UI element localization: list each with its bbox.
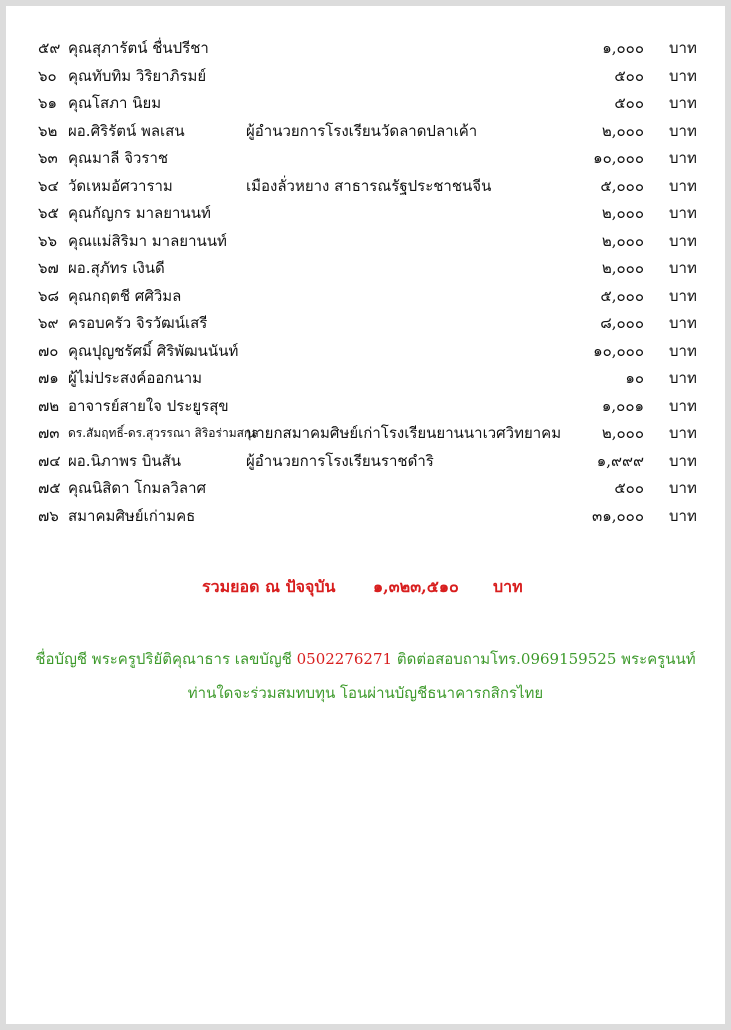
donor-row bbox=[6, 421, 725, 445]
donor-unit: บาท bbox=[669, 341, 697, 360]
donor-note: เมืองลั่วหยาง สาธารณรัฐประชาชนจีน bbox=[246, 176, 492, 195]
donor-unit: บาท bbox=[669, 506, 697, 525]
donor-number: ๖๒ bbox=[38, 121, 58, 140]
donor-name: ครอบครัว จิรวัฒน์เสรี bbox=[68, 314, 208, 332]
donor-amount: ๑,๐๐๑ bbox=[601, 396, 644, 415]
donor-amount: ๕,๐๐๐ bbox=[600, 176, 644, 195]
donor-note: ผู้อำนวยการโรงเรียนวัดลาดปลาเค้า bbox=[246, 121, 478, 140]
donor-unit: บาท bbox=[669, 424, 697, 442]
donor-amount: ๒,๐๐๐ bbox=[601, 231, 644, 250]
donor-name: คุณโสภา นิยม bbox=[68, 94, 162, 112]
donor-unit: บาท bbox=[669, 451, 697, 470]
donor-number: ๖๑ bbox=[38, 94, 58, 112]
donor-amount: ๒,๐๐๐ bbox=[601, 424, 644, 442]
donor-amount: ๕๐๐ bbox=[614, 94, 644, 112]
donor-row bbox=[6, 119, 725, 143]
donor-name: ผู้ไม่ประสงค์ออกนาม bbox=[68, 369, 203, 387]
donor-name: อาจารย์สายใจ ประยูรสุข bbox=[68, 396, 229, 415]
donor-unit: บาท bbox=[669, 259, 697, 277]
donor-number: ๗๓ bbox=[38, 424, 60, 442]
donor-number: ๖๖ bbox=[38, 231, 58, 250]
donor-name: คุณแม่สิริมา มาลยานนท์ bbox=[68, 231, 227, 250]
donor-row bbox=[6, 229, 725, 253]
donor-note: ผู้อำนวยการโรงเรียนราชดำริ bbox=[246, 451, 434, 470]
donor-amount: ๑๐ bbox=[625, 369, 644, 387]
donor-amount: ๕,๐๐๐ bbox=[600, 286, 644, 305]
donor-row bbox=[6, 201, 725, 225]
donor-amount: ๓๑,๐๐๐ bbox=[591, 506, 644, 525]
donor-number: ๗๕ bbox=[38, 479, 61, 497]
account-info-line bbox=[6, 646, 725, 672]
donor-unit: บาท bbox=[669, 176, 697, 195]
donor-number: ๖๗ bbox=[38, 259, 59, 277]
donor-unit: บาท bbox=[669, 39, 697, 57]
donor-row bbox=[6, 284, 725, 308]
donor-amount: ๘,๐๐๐ bbox=[600, 314, 644, 332]
document-page bbox=[6, 6, 725, 1024]
account-number: 0502276271 bbox=[296, 650, 393, 668]
donor-row bbox=[6, 146, 725, 170]
account-name: ชื่อบัญชี พระครูปริยัติคุณาธาร เลขบัญชี bbox=[35, 650, 292, 668]
donor-name: ผอ.ศิริรัตน์ พลเสน bbox=[68, 121, 185, 140]
donor-unit: บาท bbox=[669, 286, 697, 305]
donor-name: คุณนิสิดา โกมลวิลาศ bbox=[68, 479, 207, 497]
donor-unit: บาท bbox=[669, 231, 697, 250]
donor-name: คุณทับทิม วิริยาภิรมย์ bbox=[68, 66, 207, 85]
donor-unit: บาท bbox=[669, 121, 697, 140]
donor-amount: ๒,๐๐๐ bbox=[601, 121, 644, 140]
donor-row bbox=[6, 91, 725, 115]
total-unit: บาท bbox=[493, 577, 523, 596]
donor-name: ผอ.สุภัทร เงินดี bbox=[68, 259, 165, 277]
donor-number: ๖๐ bbox=[38, 66, 57, 85]
donor-name: ดร.สัมฤทธิ์-ดร.สุวรรณา สิริอร่ามสกุล bbox=[68, 426, 259, 440]
donor-amount: ๕๐๐ bbox=[614, 479, 644, 497]
donor-amount: ๑,๙๙๙ bbox=[596, 451, 644, 470]
donor-number: ๗๒ bbox=[38, 396, 60, 415]
donor-name: คุณกฤตชี ศศิวิมล bbox=[68, 286, 182, 305]
donor-row bbox=[6, 64, 725, 88]
donor-name: คุณกัญกร มาลยานนท์ bbox=[68, 204, 211, 222]
donor-row bbox=[6, 339, 725, 363]
donor-row bbox=[6, 366, 725, 390]
donor-name: คุณสุภารัตน์ ชื่นปรีชา bbox=[68, 39, 209, 57]
donor-amount: ๑,๐๐๐ bbox=[602, 39, 644, 57]
donor-number: ๗๑ bbox=[38, 369, 59, 387]
donor-row bbox=[6, 311, 725, 335]
donor-row bbox=[6, 449, 725, 473]
donor-name: สมาคมศิษย์เก่ามคธ bbox=[68, 506, 196, 525]
donor-unit: บาท bbox=[669, 314, 697, 332]
total-amount: ๑,๓๒๓,๕๑๐ bbox=[373, 577, 459, 596]
donor-row bbox=[6, 394, 725, 418]
donor-row bbox=[6, 256, 725, 280]
donor-name: คุณมาลี จิวราช bbox=[68, 149, 169, 167]
donor-name: วัดเหมอัศวาราม bbox=[68, 176, 173, 195]
donor-number: ๖๙ bbox=[38, 314, 59, 332]
donor-amount: ๑๐,๐๐๐ bbox=[593, 341, 644, 360]
donor-row bbox=[6, 174, 725, 198]
donor-note: นายกสมาคมศิษย์เก่าโรงเรียนยานนาเวศวิทยาคม bbox=[246, 424, 562, 442]
donor-unit: บาท bbox=[669, 396, 697, 415]
donor-unit: บาท bbox=[669, 66, 697, 85]
total-line bbox=[6, 572, 725, 602]
donor-unit: บาท bbox=[669, 204, 697, 222]
donor-amount: ๒,๐๐๐ bbox=[601, 259, 644, 277]
donor-amount: ๑๐,๐๐๐ bbox=[593, 149, 644, 167]
donor-unit: บาท bbox=[669, 149, 697, 167]
donor-amount: ๕๐๐ bbox=[614, 66, 644, 85]
donor-unit: บาท bbox=[669, 369, 697, 387]
donor-number: ๖๘ bbox=[38, 286, 60, 305]
donor-unit: บาท bbox=[669, 479, 697, 497]
donor-name: คุณปุญชรัศมิ์ ศิริพัฒนนันท์ bbox=[68, 341, 239, 360]
donor-number: ๕๙ bbox=[38, 39, 61, 57]
donor-name: ผอ.นิภาพร บินสัน bbox=[68, 451, 182, 470]
donor-row bbox=[6, 476, 725, 500]
donor-number: ๖๓ bbox=[38, 149, 58, 167]
donor-number: ๗๐ bbox=[38, 341, 59, 360]
donor-row bbox=[6, 36, 725, 60]
donor-unit: บาท bbox=[669, 94, 697, 112]
total-label: รวมยอด ณ ปัจจุบัน bbox=[202, 577, 336, 596]
donation-instruction: ท่านใดจะร่วมสมทบทุน โอนผ่านบัญชีธนาคารกสิกรไทย bbox=[187, 684, 544, 702]
donor-amount: ๒,๐๐๐ bbox=[601, 204, 644, 222]
donor-number: ๗๖ bbox=[38, 506, 59, 525]
donor-number: ๖๔ bbox=[38, 176, 59, 195]
donor-number: ๖๕ bbox=[38, 204, 59, 222]
contact-info: ติดต่อสอบถามโทร.0969159525 พระครูนนท์ bbox=[396, 650, 696, 668]
donor-row bbox=[6, 504, 725, 528]
donor-number: ๗๔ bbox=[38, 451, 61, 470]
